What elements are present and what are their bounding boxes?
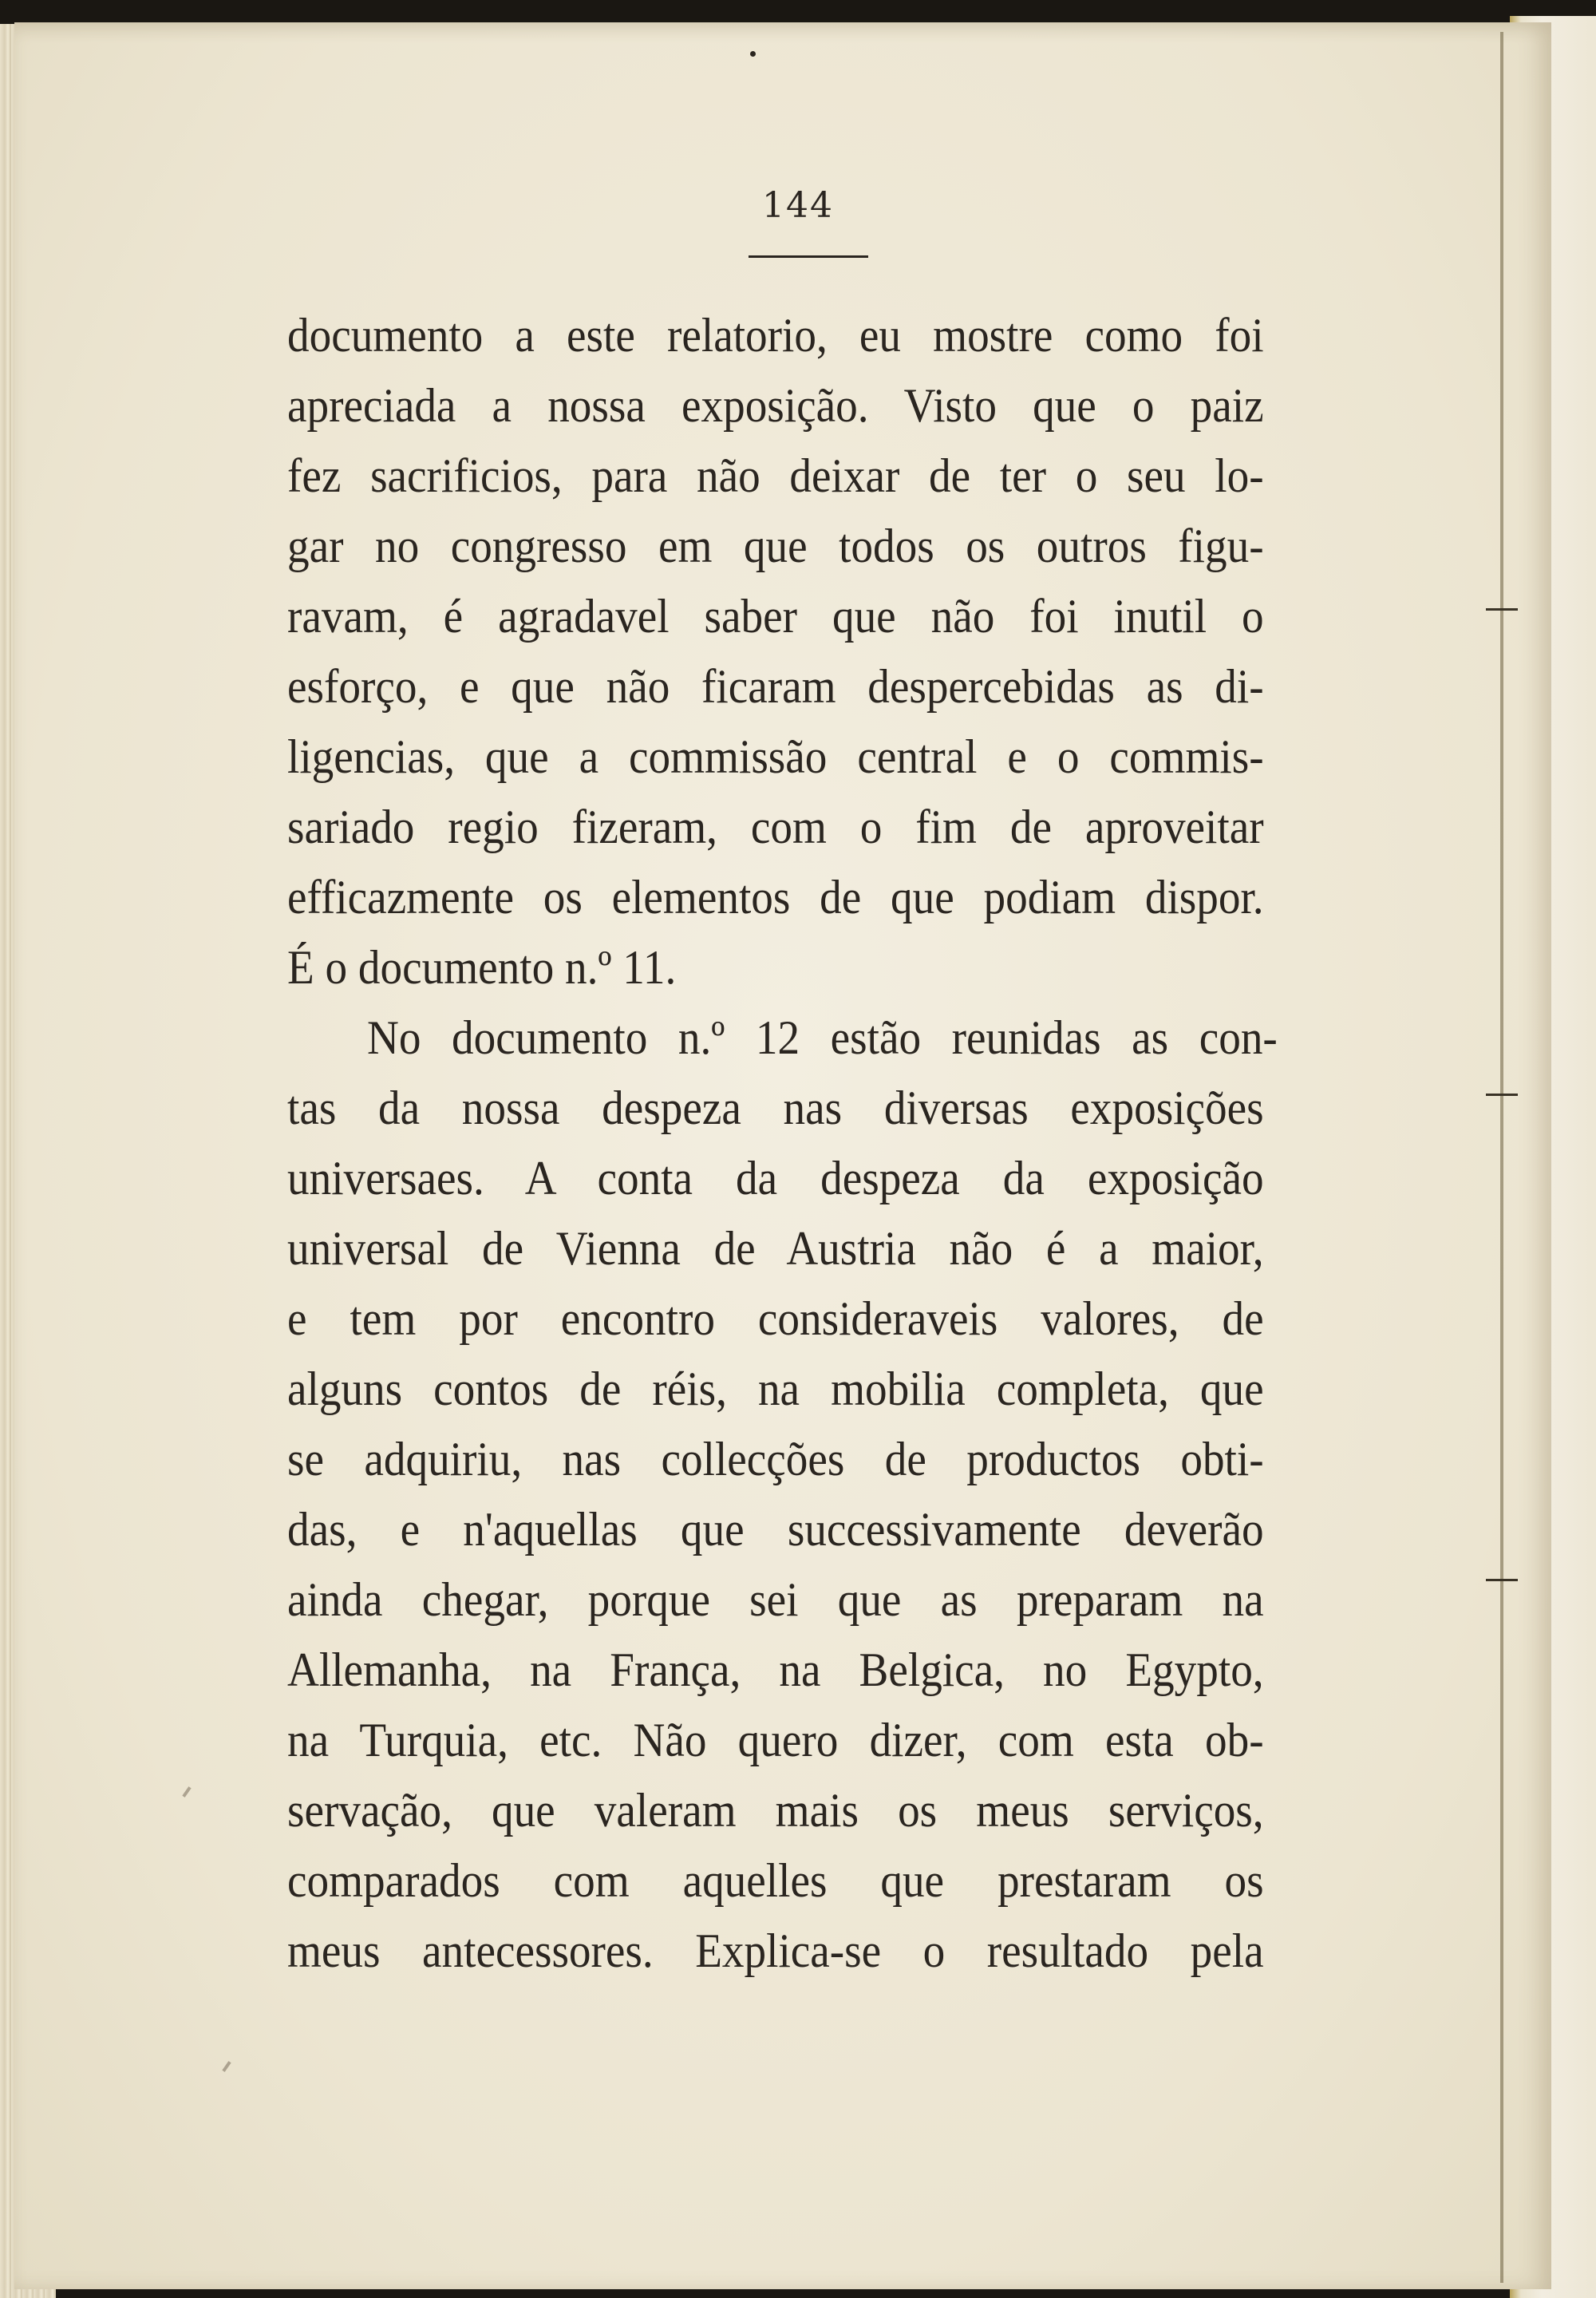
text-line: universaes. A conta da despeza da exposição	[287, 1152, 1264, 1204]
text-line: Allemanha, na França, na Belgica, no Egypto,	[287, 1643, 1264, 1696]
text-line: ravam, é agradavel saber que não foi inutil o	[287, 590, 1264, 643]
text-line: universal de Vienna de Austria não é a maior,	[287, 1222, 1264, 1275]
text-line: É o documento n.º 11.	[287, 941, 677, 994]
text-line: gar no congresso em que todos os outros figu-	[287, 520, 1264, 572]
text-line: se adquiriu, nas collecções de productos obti-	[287, 1433, 1264, 1485]
page-number: 144	[762, 185, 834, 226]
text-line: tas da nossa despeza nas diversas exposições	[287, 1082, 1264, 1134]
text-line: No documento n.º 12 estão reunidas as con-	[367, 1011, 1278, 1064]
text-line: apreciada a nossa exposição. Visto que o paiz	[287, 379, 1264, 432]
text-line: sariado regio fizeram, com o fim de aproveitar	[287, 801, 1264, 853]
text-line: e tem por encontro consideraveis valores, de	[287, 1292, 1264, 1345]
ink-speck	[750, 51, 756, 57]
text-line: efficazmente os elementos de que podiam dispor.	[287, 871, 1264, 924]
text-line: documento a este relatorio, eu mostre como foi	[287, 309, 1264, 362]
text-line: ainda chegar, porque sei que as preparam na	[287, 1573, 1264, 1626]
text-line: esforço, e que não ficaram despercebidas as di-	[287, 660, 1264, 713]
text-line: comparados com aquelles que prestaram os	[287, 1854, 1264, 1907]
header-rule	[749, 255, 868, 258]
binding-thread-mark	[1486, 1579, 1518, 1581]
text-line: na Turquia, etc. Não quero dizer, com esta ob-	[287, 1714, 1264, 1766]
text-line: das, e n'aquellas que successivamente deverão	[287, 1503, 1264, 1556]
text-line: meus antecessores. Explica-se o resultado pela	[287, 1924, 1264, 1977]
page-gutter-line	[1500, 32, 1503, 2283]
text-line: fez sacrificios, para não deixar de ter o seu lo-	[287, 449, 1264, 502]
text-line: ligencias, que a commissão central e o commis-	[287, 730, 1264, 783]
text-line: servação, que valeram mais os meus serviços,	[287, 1784, 1264, 1837]
text-line: alguns contos de réis, na mobilia completa, que	[287, 1363, 1264, 1415]
binding-thread-mark	[1486, 1094, 1518, 1096]
binding-thread-mark	[1486, 608, 1518, 611]
